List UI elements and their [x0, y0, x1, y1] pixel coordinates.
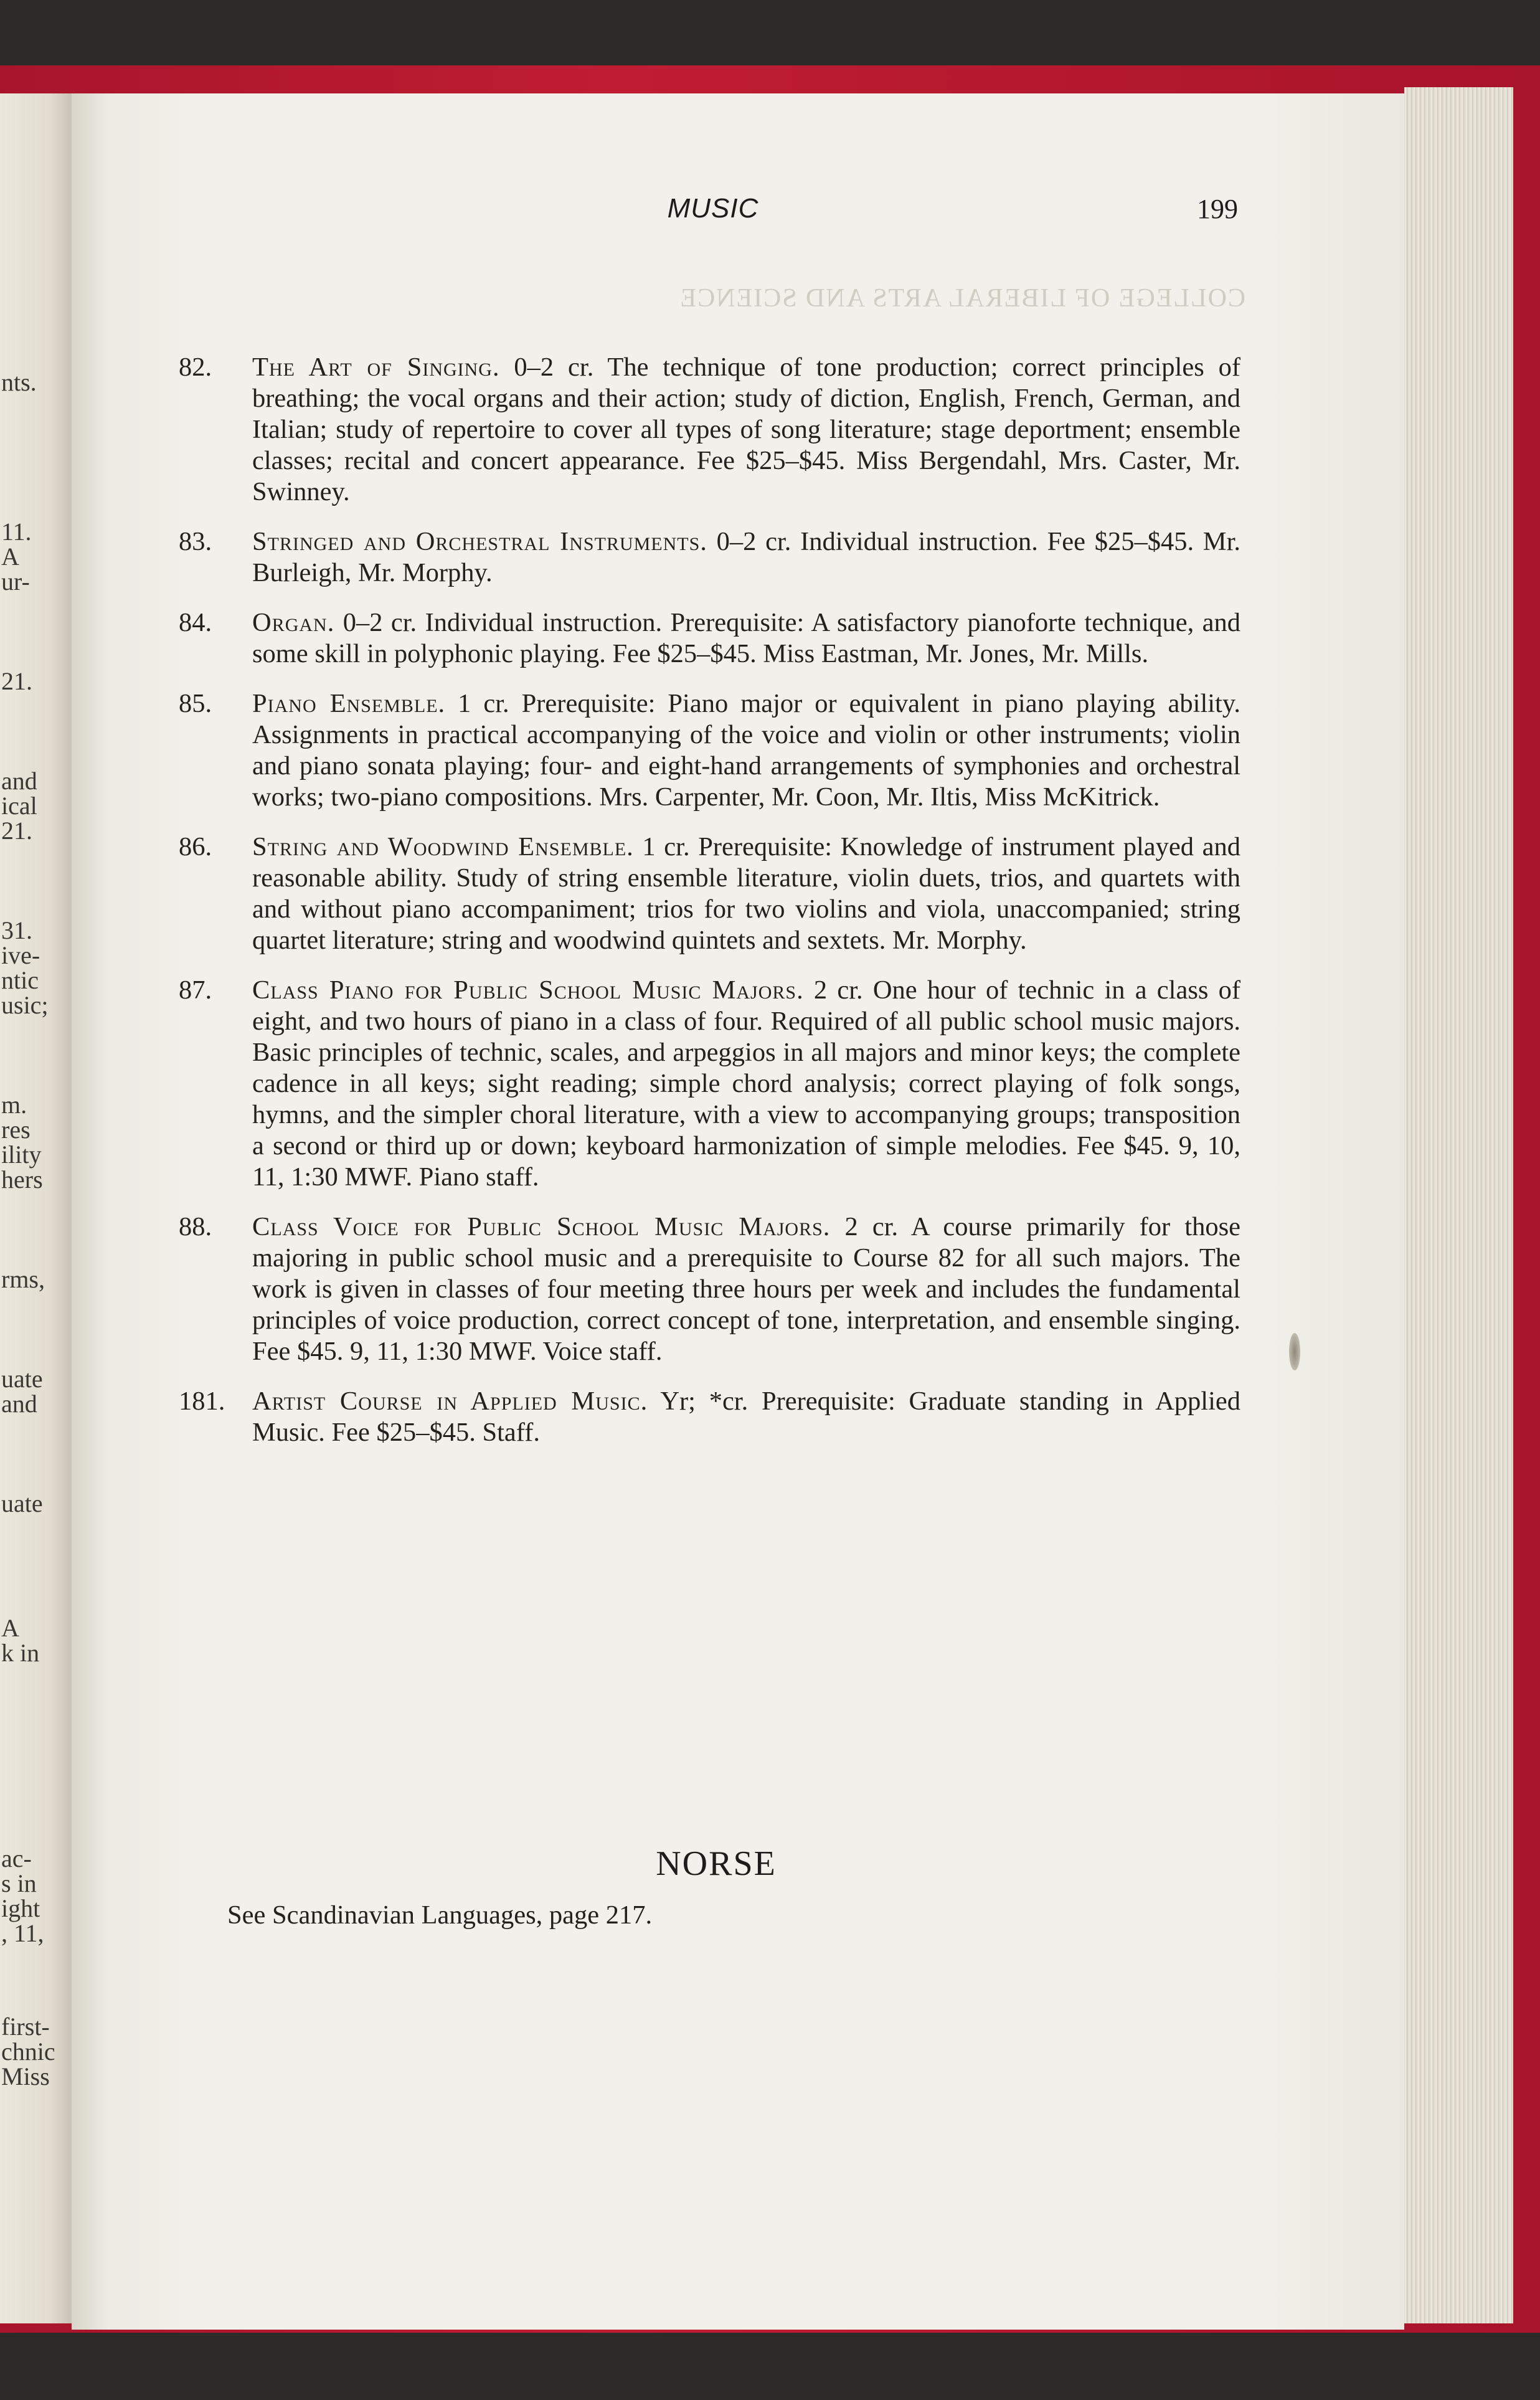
left-page-fragment: ac-	[1, 1844, 32, 1872]
course-description: 0–2 cr. Individual instruction. Fee $25–$45. Mr. Burleigh, Mr. Morphy.	[252, 527, 1240, 587]
course-title: String and Woodwind Ensemble.	[252, 832, 634, 861]
course-number: 82.	[179, 353, 212, 382]
left-page-fragment: and	[1, 1390, 37, 1418]
course-description: 0–2 cr. The technique of tone production; correct principles of breathing; the vocal organs and their action; study of diction, English, French, German, and Italian; study of repertoire to cover all types of song literature; stage deportment; ensemble classes; recital and concert appearance. Fee $25–$45. Miss Bergendahl, Mrs. Caster, Mr. Swinney.	[252, 353, 1240, 506]
course-entry	[179, 975, 1240, 1193]
bleed-through-text: COLLEGE OF LIBERAL ARTS AND SCIENCE	[679, 284, 1245, 313]
course-description: 2 cr. A course primarily for those majoring in public school music and a prerequisite to Course 82 for all such majors. The work is given in classes of four meeting three hours per week and includes the fundamental principles of voice production, correct concept of tone, interpretation, and ensemble singing. Fee $45. 9, 11, 1:30 MWF. Voice staff.	[252, 1212, 1240, 1366]
section-heading: NORSE	[656, 1844, 777, 1883]
left-page-fragment: hers	[1, 1165, 43, 1193]
left-page-fragment: ur-	[1, 567, 30, 595]
left-page-fragment: A	[1, 1614, 19, 1642]
left-page-fragment: A	[1, 543, 19, 571]
left-page-fragment: rms,	[1, 1265, 45, 1293]
course-description: 0–2 cr. Individual instruction. Prerequisite: A satisfactory pianoforte technique, and some skill in polyphonic playing. Fee $25–$45. Miss Eastman, Mr. Jones, Mr. Mills.	[252, 608, 1240, 668]
page-number: 199	[1197, 194, 1238, 224]
left-page-fragment: 21.	[1, 817, 32, 845]
course-number: 83.	[179, 527, 212, 556]
cross-reference: See Scandinavian Languages, page 217.	[227, 1900, 653, 1930]
left-page-fragment: Miss	[1, 2062, 50, 2090]
left-page-fragment: 21.	[1, 667, 32, 695]
left-page-fragment: chnic	[1, 2037, 55, 2066]
course-entry	[179, 688, 1240, 813]
left-page-fragment: ight	[1, 1894, 40, 1922]
left-page-fragment: res	[1, 1116, 31, 1144]
course-title: Piano Ensemble.	[252, 689, 446, 718]
page-edges	[1404, 87, 1513, 2323]
course-entry	[179, 1386, 1240, 1448]
left-page-fragment: and	[1, 767, 37, 795]
course-description: Yr; *cr. Prerequisite: Graduate standing in Applied Music. Fee $25–$45. Staff.	[252, 1387, 1240, 1447]
course-entry	[179, 832, 1240, 956]
course-number: 84.	[179, 608, 212, 637]
left-page-fragment: usic;	[1, 991, 49, 1019]
course-title: The Art of Singing.	[252, 353, 500, 382]
course-list	[179, 352, 1240, 1467]
course-description: 2 cr. One hour of technic in a class of eight, and two hours of piano in a class of four. Required of all public school music majors. Basic principles of technic, scales, and arpeggios in all majors and minor keys; the complete cadence in all keys; sight reading; simple chord analysis; correct playing of folk songs, hymns, and the simpler choral literature, with a view to accompanying groups; transposition a second or third up or down; keyboard harmonization of simple melodies. Fee $45. 9, 10, 11, 1:30 MWF. Piano staff.	[252, 975, 1240, 1192]
course-title: Class Voice for Public School Music Majors.	[252, 1212, 831, 1241]
course-number: 181.	[179, 1387, 225, 1416]
left-page-fragment: 11.	[1, 518, 32, 546]
page-blemish	[1289, 1333, 1300, 1370]
left-page-margin	[0, 93, 72, 2323]
left-page-fragment: , 11,	[1, 1919, 44, 1947]
course-entry	[179, 526, 1240, 589]
left-page-fragment: first-	[1, 2013, 50, 2041]
left-page-fragment: s in	[1, 1869, 37, 1897]
course-entry	[179, 1212, 1240, 1367]
left-page-fragment: ility	[1, 1141, 42, 1169]
course-title: Stringed and Orchestral Instruments.	[252, 527, 707, 556]
course-description: 1 cr. Prerequisite: Knowledge of instrument played and reasonable ability. Study of string ensemble literature, violin duets, trios, and quartets with and without piano accompaniment; trios for two violins and viola, unaccompanied; string quartet literature; string and woodwind quintets and sextets. Mr. Morphy.	[252, 832, 1241, 955]
left-page-fragment: uate	[1, 1365, 43, 1393]
course-entry	[179, 607, 1240, 670]
course-title: Artist Course in Applied Music.	[252, 1387, 648, 1416]
course-title: Organ.	[252, 608, 335, 637]
left-page-fragment: k in	[1, 1639, 40, 1667]
left-page-fragment: ical	[1, 792, 37, 820]
left-page-fragment: ntic	[1, 966, 39, 994]
course-number: 85.	[179, 689, 212, 718]
course-entry	[179, 352, 1240, 508]
left-page-fragment: m.	[1, 1091, 27, 1119]
running-head: MUSIC	[667, 193, 759, 224]
course-description: 1 cr. Prerequisite: Piano major or equivalent in piano playing ability. Assignments in practical accompanying of the voice and violin or other instruments; violin and piano sonata playing; four- and eight-hand arrangements of symphonies and orchestral works; two-piano compositions. Mrs. Carpenter, Mr. Coon, Mr. Iltis, Miss McKitrick.	[252, 689, 1240, 812]
left-page-fragment: ive-	[1, 941, 40, 969]
left-page-fragment: uate	[1, 1489, 43, 1517]
left-page-fragment: 31.	[1, 916, 32, 944]
course-number: 87.	[179, 975, 212, 1005]
course-number: 88.	[179, 1212, 212, 1241]
course-title: Class Piano for Public School Music Majors.	[252, 975, 804, 1005]
course-number: 86.	[179, 832, 212, 861]
left-page-fragment: nts.	[1, 368, 37, 396]
